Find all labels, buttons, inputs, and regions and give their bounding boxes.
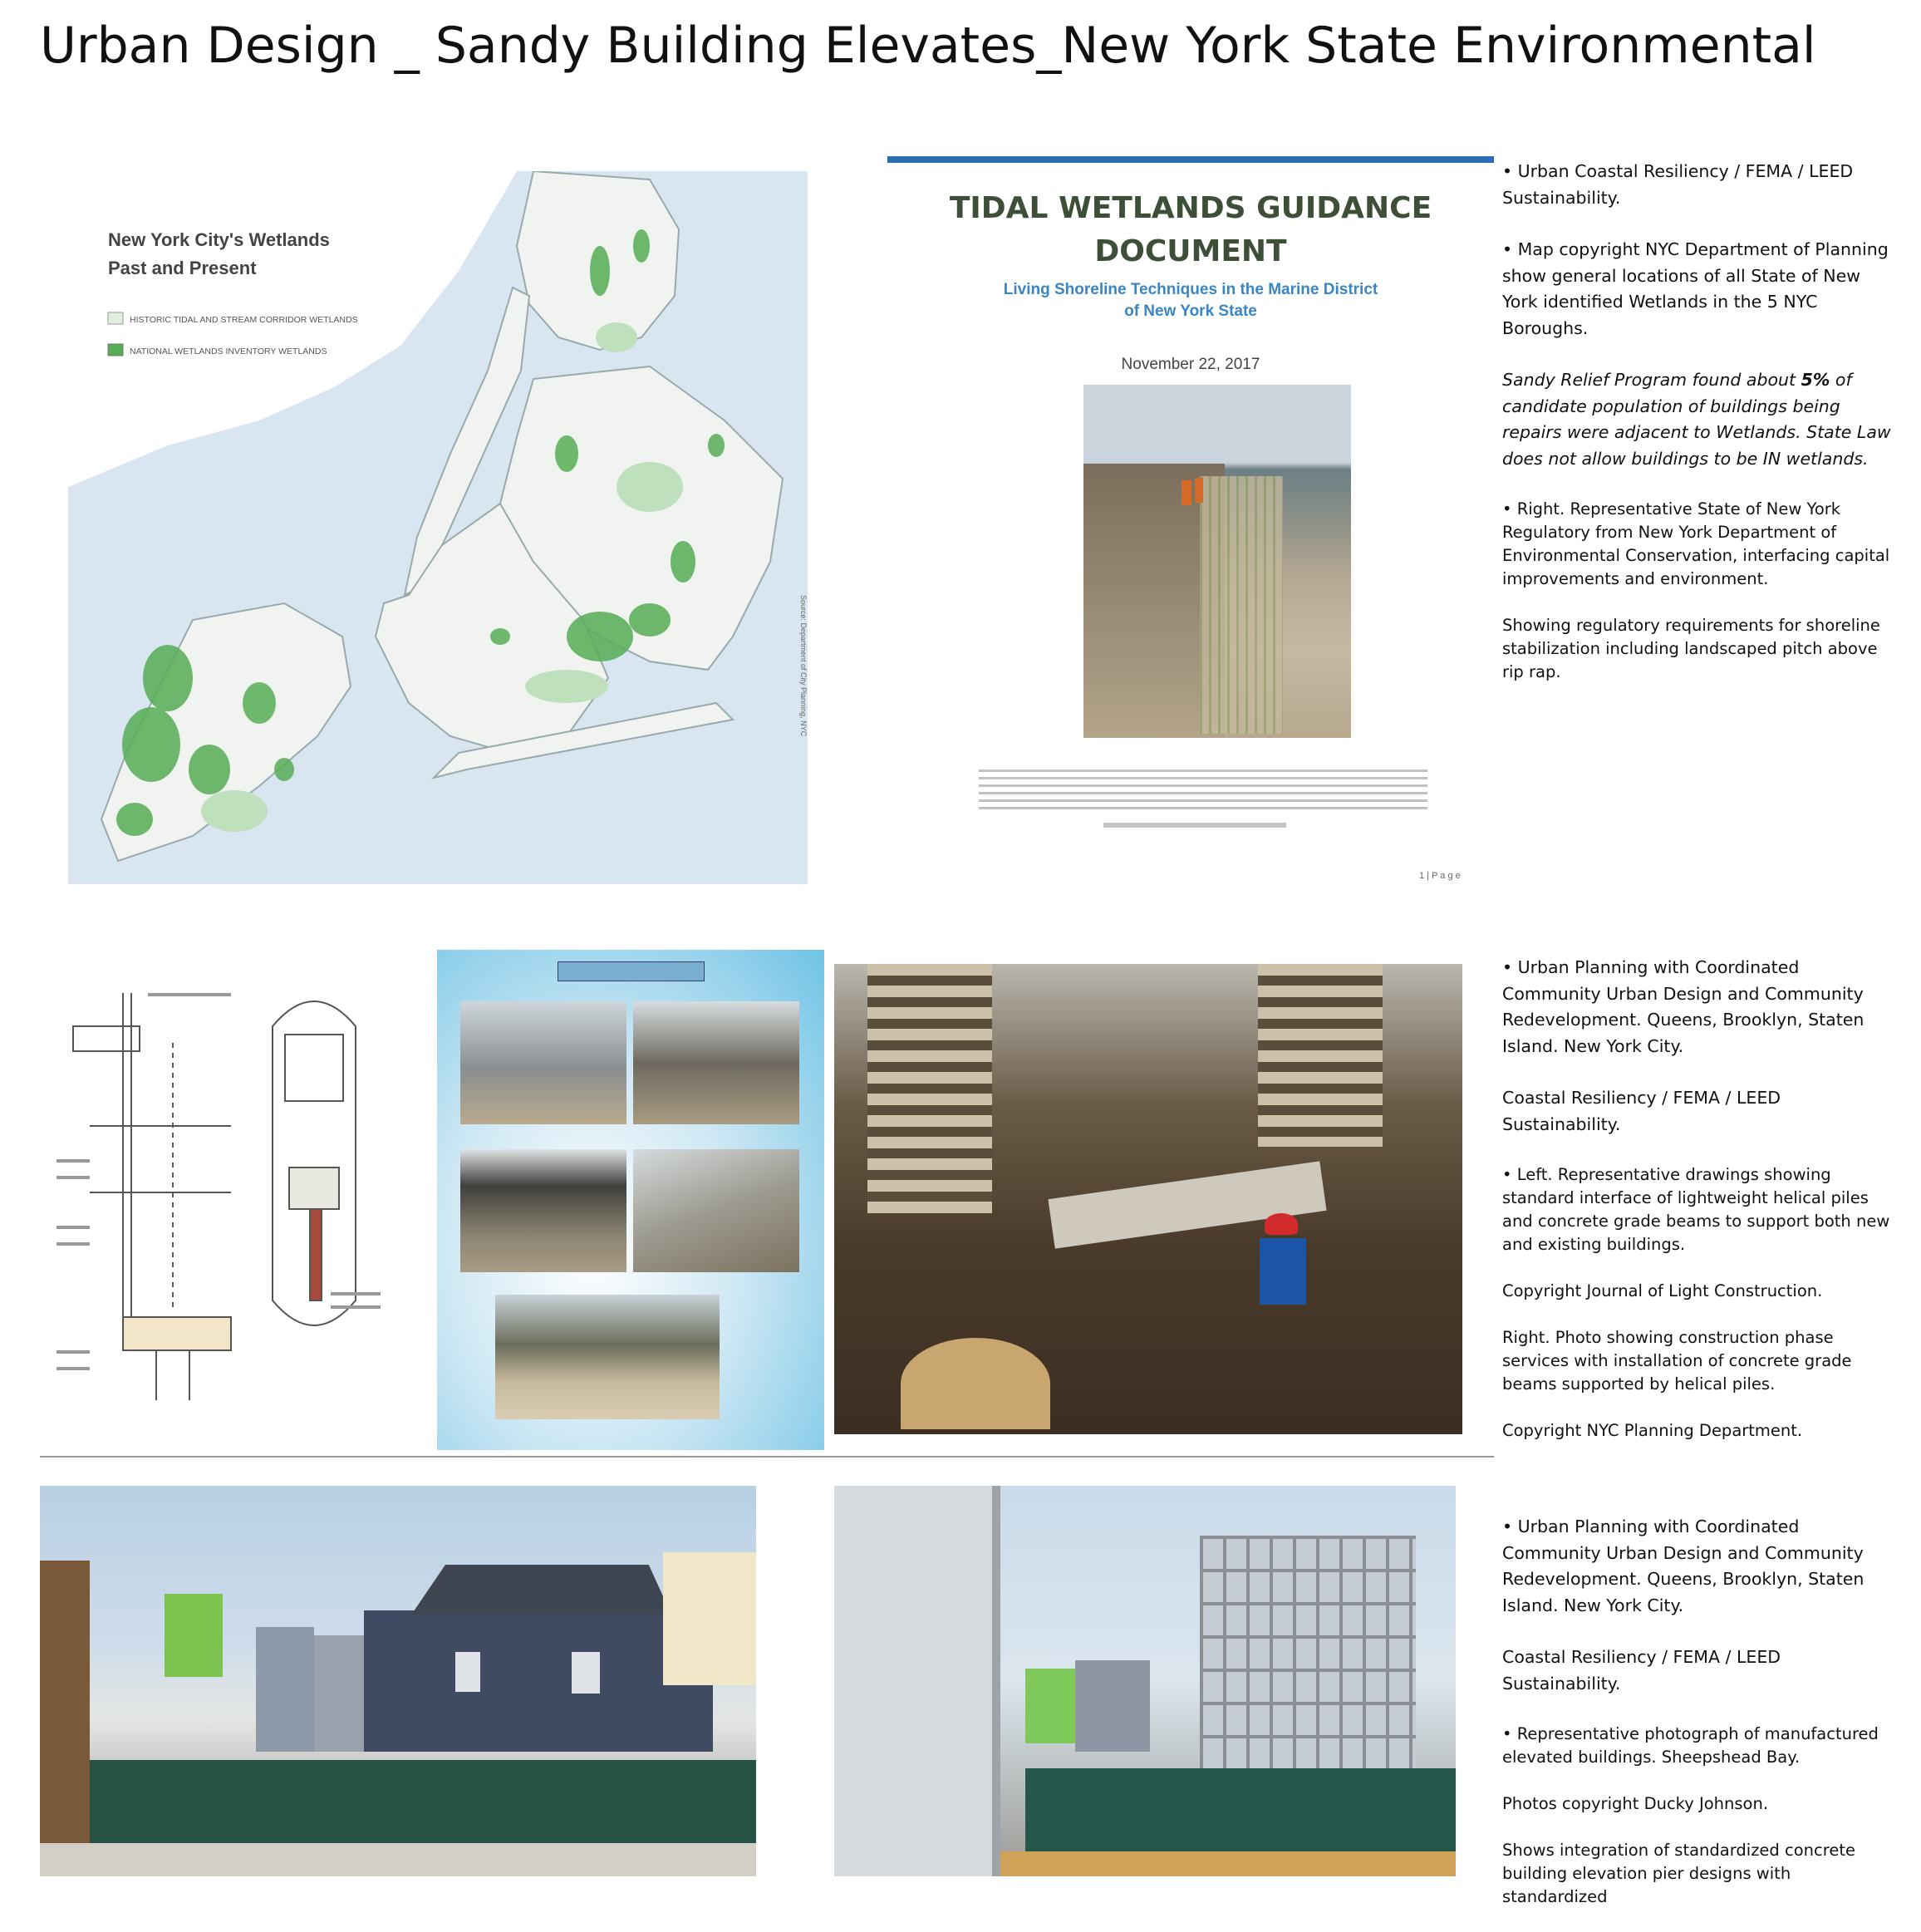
- cover-photo-shoreline: [1083, 385, 1351, 738]
- bottom-p4: Photos copyright Ducky Johnson.: [1502, 1794, 1769, 1813]
- middle-p2: Coastal Resiliency / FEMA / LEED Sustainability.: [1502, 1088, 1781, 1134]
- cover-page-number: 1 | P a g e: [1419, 871, 1461, 881]
- text-block-bottom: [1502, 1514, 1893, 1932]
- poster-photo-4: [633, 1149, 799, 1272]
- bottom-p3: • Representative photograph of manufactured elevated buildings. Sheepshead Bay.: [1502, 1724, 1879, 1767]
- bottom-p5: Shows integration of standardized concrete building elevation pier designs with standardized: [1502, 1841, 1855, 1906]
- middle-p3: • Left. Representative drawings showing standard interface of lightweight helical piles and concrete grade beams to support both new and existing buildings.: [1502, 1165, 1890, 1254]
- text-block-top: [1502, 159, 1893, 707]
- map-title-line2: Past and Present: [108, 258, 257, 278]
- cover-subtitle-line2: of New York State: [1124, 302, 1257, 320]
- top-p3: Sandy Relief Program found about 5% of candidate population of buildings being repairs were adjacent to Wetlands. State Law does not allow buildings to be IN wetlands.: [1502, 370, 1891, 469]
- legend-swatch-historic: [108, 312, 123, 324]
- map-credit: Source: Department of City Planning, NYC: [799, 595, 808, 737]
- fema-poster: [437, 950, 824, 1450]
- section-divider: [40, 1456, 1494, 1458]
- legend-label-nwi: NATIONAL WETLANDS INVENTORY WETLANDS: [130, 347, 327, 356]
- helical-pile-drawing: [40, 976, 389, 1408]
- poster-photo-3: [460, 1149, 626, 1272]
- guidance-document-cover: [887, 156, 1494, 887]
- poster-photo-2: [633, 1001, 799, 1124]
- bottom-p2: Coastal Resiliency / FEMA / LEED Sustainability.: [1502, 1647, 1781, 1694]
- text-block-middle: [1502, 955, 1893, 1466]
- page-title: Urban Design _ Sandy Building Elevates_New York State Environmental: [40, 17, 1816, 75]
- middle-p4: Copyright Journal of Light Construction.: [1502, 1281, 1823, 1300]
- poster-photo-1: [460, 1001, 626, 1124]
- cover-date: November 22, 2017: [1121, 356, 1260, 373]
- top-p4: • Right. Representative State of New York Regulatory from New York Department of Environmental Conservation, interfacing capital improvements and environment.: [1502, 499, 1890, 588]
- cover-subtitle-line1: Living Shoreline Techniques in the Marine District: [1003, 281, 1378, 298]
- middle-p5: Right. Photo showing construction phase services with installation of concrete grade beams supported by helical piles.: [1502, 1328, 1852, 1394]
- cover-photo-caption: [979, 769, 1427, 809]
- cover-photo-credit: [1103, 823, 1286, 828]
- poster-header-bar: [558, 961, 705, 981]
- construction-photo: [834, 964, 1462, 1434]
- poster-photo-5: [495, 1295, 720, 1419]
- steel-frame-houses-photo: [834, 1486, 1456, 1876]
- middle-p6: Copyright NYC Planning Department.: [1502, 1421, 1803, 1440]
- top-p2: • Map copyright NYC Department of Planning show general locations of all State of New York identified Wetlands in the 5 NYC Boroughs.: [1502, 239, 1889, 338]
- cover-title-line1: TIDAL WETLANDS GUIDANCE: [949, 191, 1432, 225]
- elevated-houses-photo: [40, 1486, 756, 1876]
- wetland-map: [68, 171, 808, 884]
- cover-top-rule: [887, 156, 1494, 163]
- map-title-line1: New York City's Wetlands: [108, 229, 330, 250]
- top-p5: Showing regulatory requirements for shoreline stabilization including landscaped pitch above rip rap.: [1502, 616, 1880, 681]
- legend-label-historic: HISTORIC TIDAL AND STREAM CORRIDOR WETLANDS: [130, 315, 358, 325]
- middle-p1: • Urban Planning with Coordinated Community Urban Design and Community Redevelopment. Queens, Brooklyn, Staten Island. New York City.: [1502, 957, 1864, 1056]
- legend-swatch-nwi: [108, 344, 123, 356]
- cover-title-line2: DOCUMENT: [1094, 234, 1287, 268]
- bottom-p1: • Urban Planning with Coordinated Community Urban Design and Community Redevelopment. Queens, Brooklyn, Staten Island. New York City.: [1502, 1517, 1864, 1615]
- top-p1: • Urban Coastal Resiliency / FEMA / LEED Sustainability.: [1502, 161, 1854, 208]
- top-p3-percent: 5%: [1801, 370, 1830, 390]
